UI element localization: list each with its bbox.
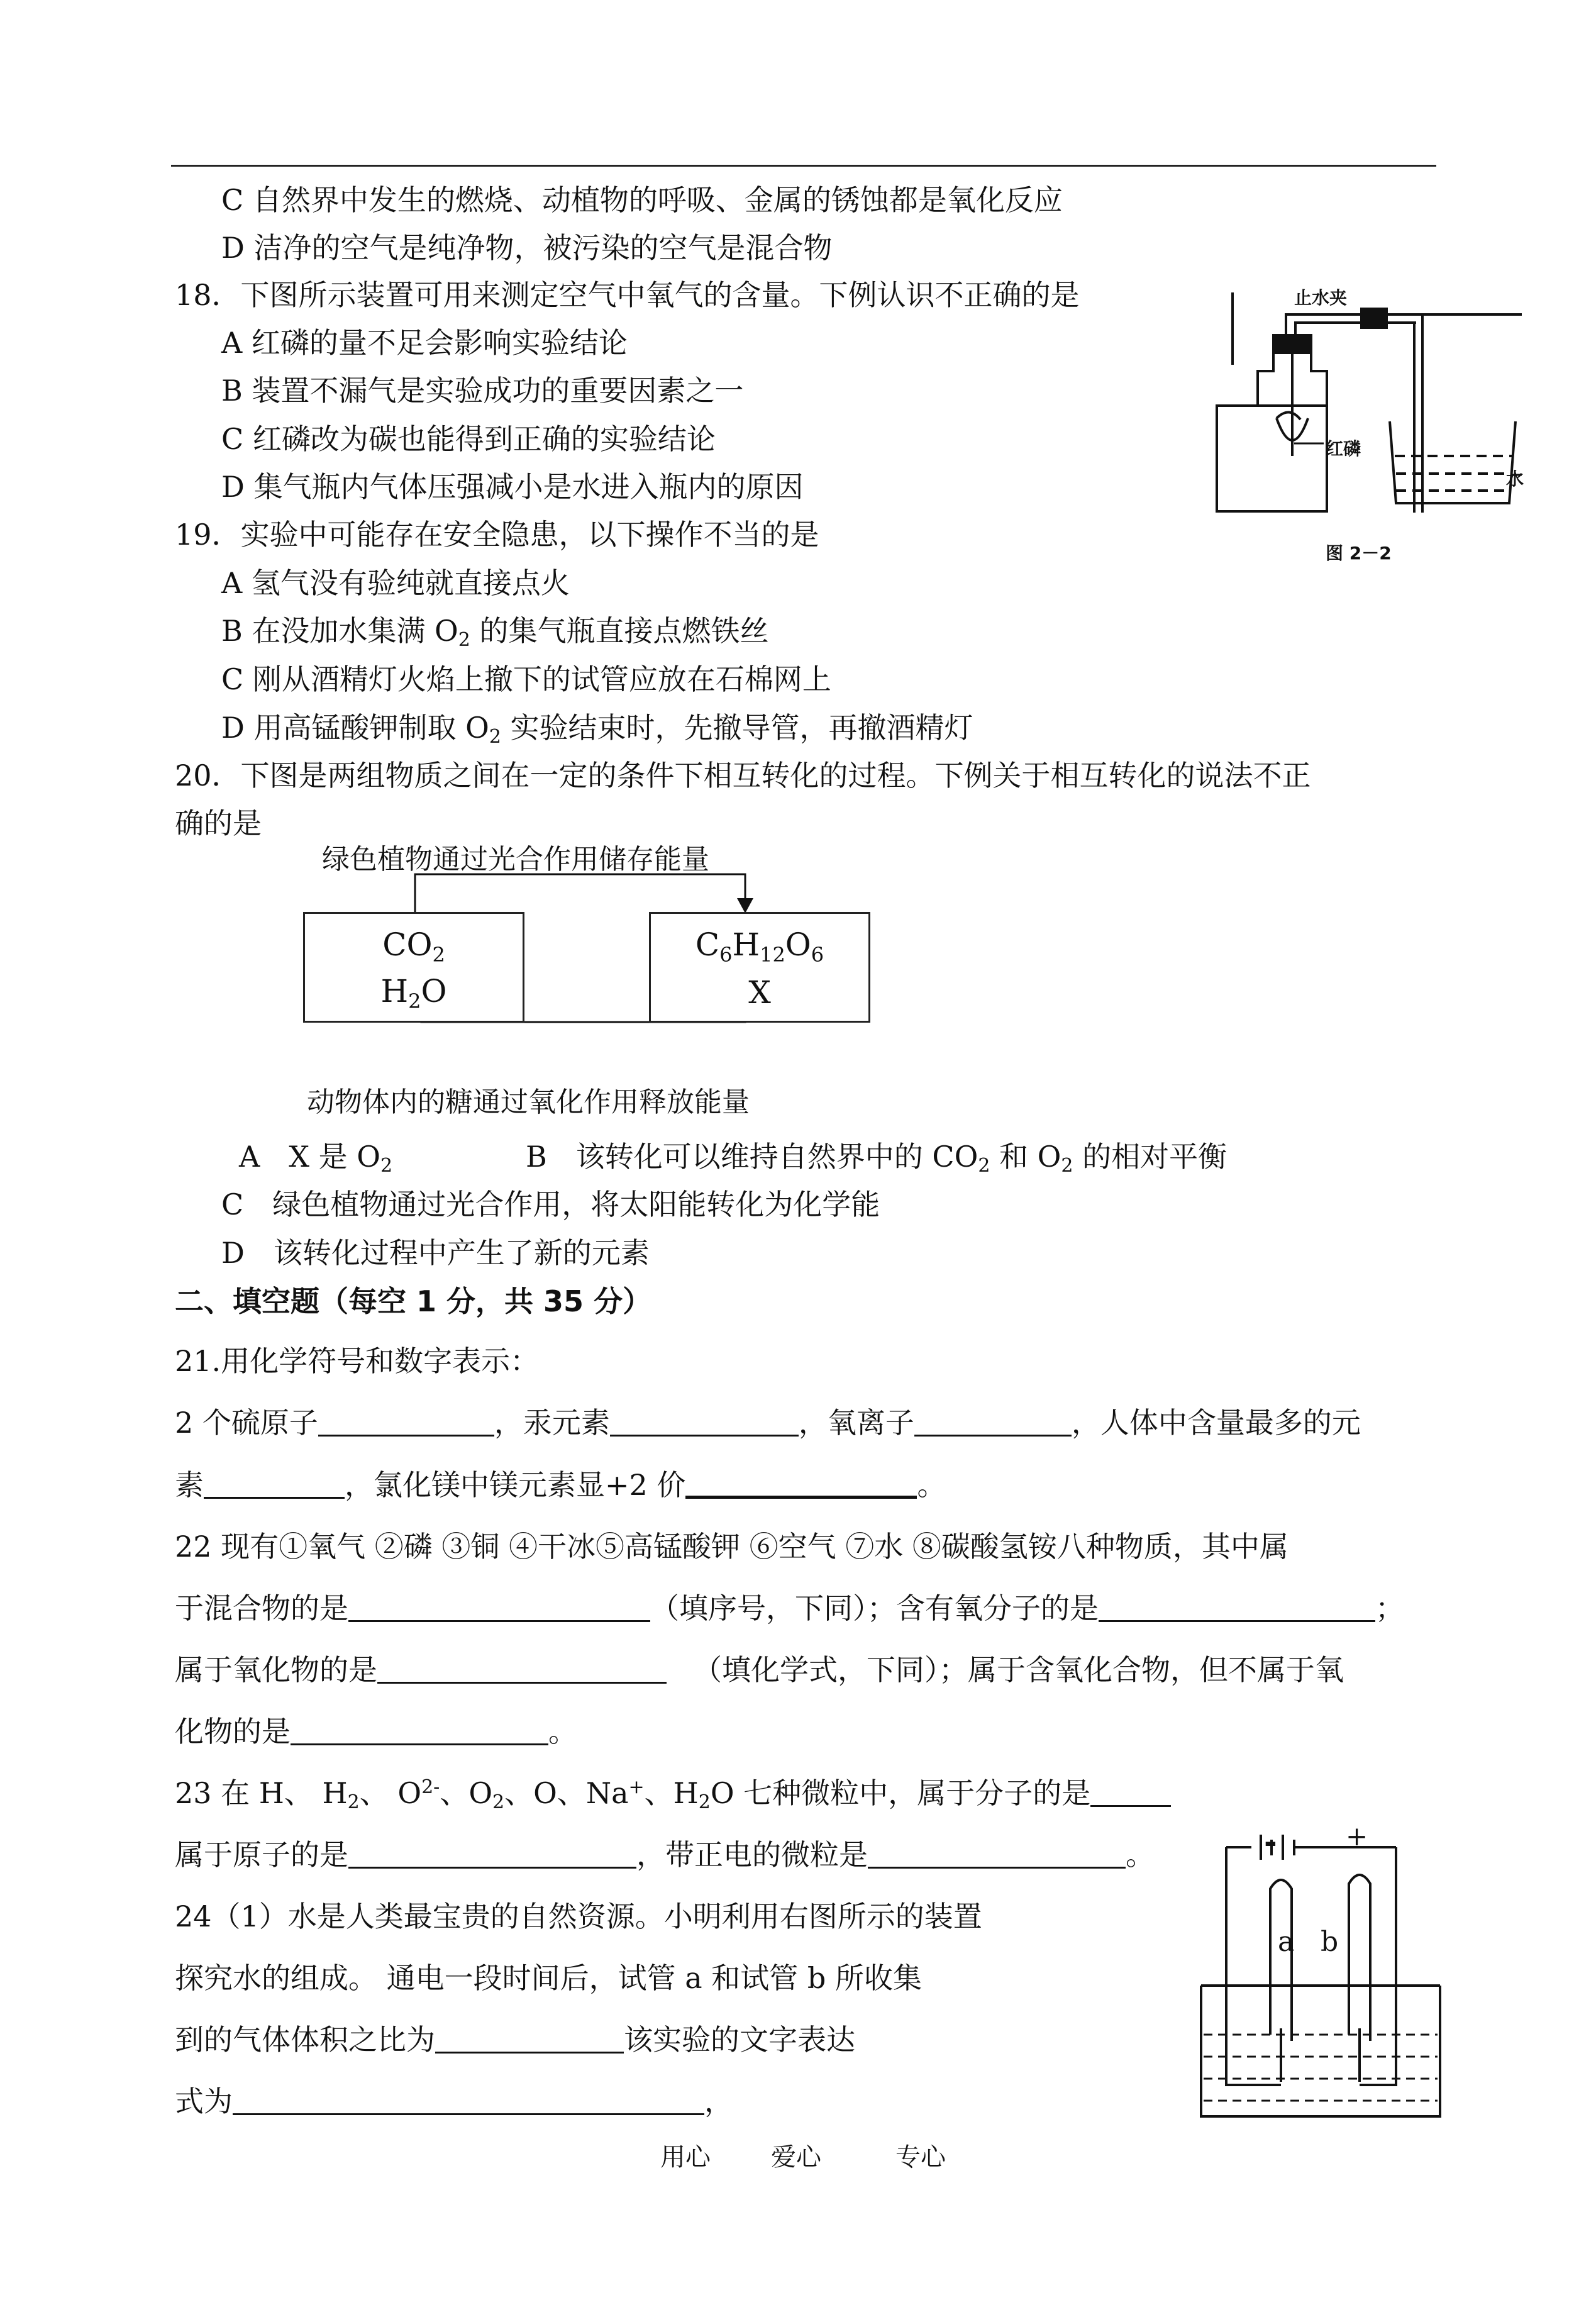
q20-stem-line1: 20．下图是两组物质之间在一定的条件下相互转化的过程。下例关于相互转化的说法不正: [175, 759, 1311, 792]
q21-stem: 21.用化学符号和数字表示：: [175, 1344, 540, 1378]
q22-line2: 于混合物的是 （填序号，下同）；含有氧分子的是 ；: [175, 1591, 1404, 1625]
answer-blank-most-abundant-element[interactable]: [204, 1472, 345, 1499]
q17-option-c: C 自然界中发生的燃烧、动植物的呼吸、金属的锈蚀都是氧化反应: [221, 183, 1063, 217]
q17-option-d: D 洁净的空气是纯净物，被污染的空气是混合物: [221, 231, 833, 265]
box-left-line1: $CO_2$: [382, 926, 445, 967]
footer-word-2: 爱心: [771, 2143, 821, 2172]
q19-option-b: B 在没加水集满 $O_2$ 的集气瓶直接点燃铁丝: [221, 614, 769, 651]
q20-option-d: D 该转化过程中产生了新的元素: [221, 1236, 650, 1270]
q22-line1: 22 现有①氧气 ②磷 ③铜 ④干冰⑤高锰酸钾 ⑥空气 ⑦水 ⑧碳酸氢铵八种物质，其中属: [175, 1530, 1288, 1564]
diagram-bottom-label: 动物体内的糖通过氧化作用释放能量: [307, 1086, 750, 1118]
q20-option-c: C 绿色植物通过光合作用，将太阳能转化为化学能: [221, 1187, 880, 1221]
q24-line4: 式为 ，: [175, 2084, 733, 2118]
box-right-line1: $C_6H_{12}O_6$: [695, 926, 824, 967]
q19-option-d: D 用高锰酸钾制取 $O_2$ 实验结束时，先撤导管，再撤酒精灯: [221, 711, 973, 748]
oxygen-apparatus-figure: [1195, 286, 1522, 538]
q18-option-a: A 红磷的量不足会影响实验结论: [221, 326, 628, 360]
label-tube-b: b: [1321, 1926, 1339, 1958]
answer-blank-word-equation[interactable]: [233, 2088, 704, 2115]
box-right-line2: X: [748, 974, 771, 1011]
answer-blank-mixtures[interactable]: [348, 1595, 650, 1622]
q18-option-d: D 集气瓶内气体压强减小是水进入瓶内的原因: [221, 470, 804, 504]
q19-stem: 19．实验中可能存在安全隐患，以下操作不当的是: [175, 518, 819, 552]
section-2-heading: 二、填空题（每空 1 分，共 35 分）: [175, 1284, 652, 1318]
q20-stem-line2: 确的是: [175, 806, 262, 840]
q24-line2: 探究水的组成。 通电一段时间后，试管 a 和试管 b 所收集: [175, 1961, 922, 1995]
q18-option-b: B 装置不漏气是实验成功的重要因素之一: [221, 374, 744, 408]
label-negative: -: [1264, 1823, 1277, 1860]
answer-blank-oxygen-compounds[interactable]: [291, 1718, 548, 1745]
electrolysis-apparatus-figure: [1195, 1821, 1446, 2135]
q21-line2: 素 ，氯化镁中镁元素显+2 价 。: [175, 1468, 946, 1502]
q19-option-c: C 刚从酒精灯火焰上撤下的试管应放在石棉网上: [221, 662, 831, 696]
figure-caption: 图 2－2: [1326, 543, 1392, 564]
answer-blank-oxygen-molecules[interactable]: [1099, 1595, 1375, 1622]
q21-line1: 2 个硫原子 ，汞元素 ，氧离子 ，人体中含量最多的元: [175, 1406, 1361, 1440]
q22-line4: 化物的是 。: [175, 1715, 577, 1748]
answer-blank-sulfur-atoms[interactable]: [318, 1409, 494, 1437]
answer-blank-mercury[interactable]: [610, 1409, 799, 1437]
footer-word-1: 用心: [660, 2143, 711, 2172]
header-rule: [171, 165, 1436, 167]
label-water: 水: [1506, 469, 1524, 489]
box-left-line2: $H_2O$: [380, 973, 447, 1010]
q23-line1: 23 在 H、 $H_2$、 $O^{2-}$、$O_2$、O、Na+、$H_2O$ 七种微粒中，属于分子的是: [175, 1774, 1171, 1813]
footer-word-3: 专心: [895, 2143, 946, 2172]
answer-blank-atoms[interactable]: [348, 1842, 636, 1869]
answer-blank-molecules[interactable]: [1090, 1780, 1171, 1807]
label-red-phosphorus: 红磷: [1326, 438, 1361, 459]
answer-blank-magnesium-valence[interactable]: [685, 1470, 917, 1499]
label-tube-a: a: [1278, 1926, 1295, 1958]
answer-blank-positive-particles[interactable]: [868, 1842, 1126, 1869]
q24-line3: 到的气体体积之比为 该实验的文字表达: [175, 2023, 855, 2057]
q18-option-c: C 红磷改为碳也能得到正确的实验结论: [221, 422, 716, 456]
label-positive: +: [1346, 1821, 1368, 1852]
q20-option-a: A X 是 $O_2$: [239, 1140, 393, 1177]
answer-blank-volume-ratio[interactable]: [435, 2026, 624, 2054]
q18-stem: 18．下图所示装置可用来测定空气中氧气的含量。下例认识不正确的是: [175, 278, 1080, 312]
q23-line2: 属于原子的是 ，带正电的微粒是 。: [175, 1838, 1155, 1872]
q22-line3: 属于氧化物的是 （填化学式，下同）；属于含氧化合物，但不属于氧: [175, 1653, 1344, 1687]
q24-line1: 24（1）水是人类最宝贵的自然资源。小明利用右图所示的装置: [175, 1899, 982, 1933]
q20-option-b: B 该转化可以维持自然界中的 $CO_2$ 和 $O_2$ 的相对平衡: [526, 1140, 1227, 1177]
answer-blank-oxide-ion[interactable]: [914, 1409, 1072, 1437]
q19-option-a: A 氢气没有验纯就直接点火: [221, 566, 570, 600]
diagram-top-label: 绿色植物通过光合作用储存能量: [322, 843, 709, 875]
label-clamp: 止水夹: [1294, 287, 1348, 308]
answer-blank-oxides[interactable]: [377, 1657, 667, 1684]
